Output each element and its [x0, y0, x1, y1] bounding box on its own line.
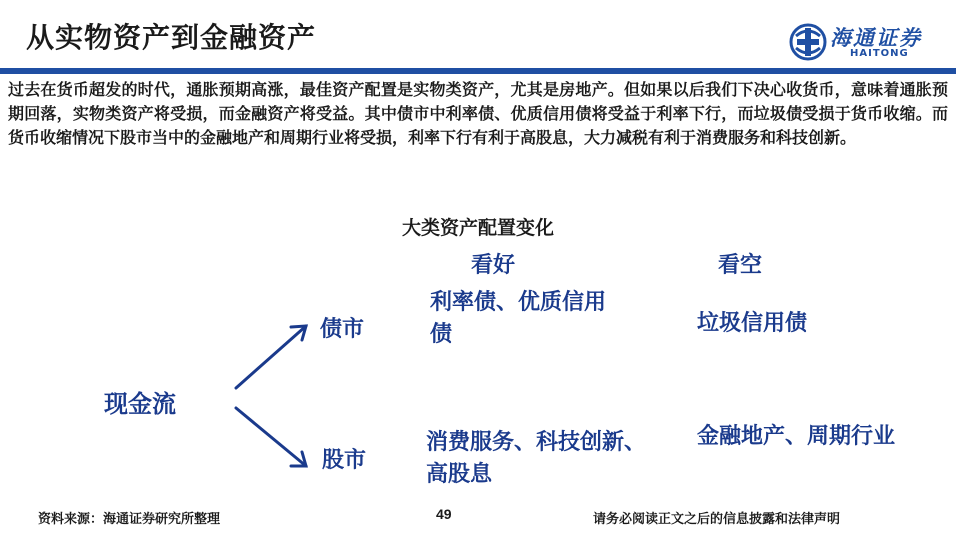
diagram-subtitle: 大类资产配置变化 [402, 217, 555, 239]
column-header-negative: 看空 [718, 252, 763, 278]
node-stock-market: 股市 [322, 447, 367, 473]
stock-positive-text: 消费服务、科技创新、高股息 [426, 429, 647, 487]
bond-positive-text: 利率债、优质信用债 [430, 289, 607, 347]
slide-title: 从实物资产到金融资产 [26, 21, 317, 54]
arrow-to-bond [236, 326, 306, 388]
arrow-to-stock [236, 408, 306, 466]
bond-negative-text: 垃圾信用债 [697, 310, 808, 336]
intro-paragraph: 过去在货币超发的时代，通胀预期高涨，最佳资产配置是实物类资产，尤其是房地产。但如果以后我们下决心收货币，意味着通胀预期回落，实物类资产将受损，而金融资产将受益。其中债市中利率债、优质信用债将受益于利率下行，而垃圾债受损于货币收缩。而货币收缩情况下股市当中的金融地产和周期行业将受损，利率下行有利于高股息，大力减税有利于消费服务和科技创新。 [8, 80, 948, 147]
footer-disclaimer: 请务必阅读正文之后的信息披露和法律声明 [593, 512, 841, 527]
stock-negative-text: 金融地产、周期行业 [697, 423, 896, 449]
logo-name-en: HAITONG [850, 48, 909, 59]
logo-name-cn: 海通证券 [830, 25, 922, 50]
column-header-positive: 看好 [471, 252, 516, 278]
node-bond-market: 债市 [320, 316, 365, 342]
node-cash-flow: 现金流 [104, 389, 176, 418]
page-number: 49 [436, 506, 452, 522]
footer-source: 资料来源：海通证券研究所整理 [38, 512, 221, 527]
